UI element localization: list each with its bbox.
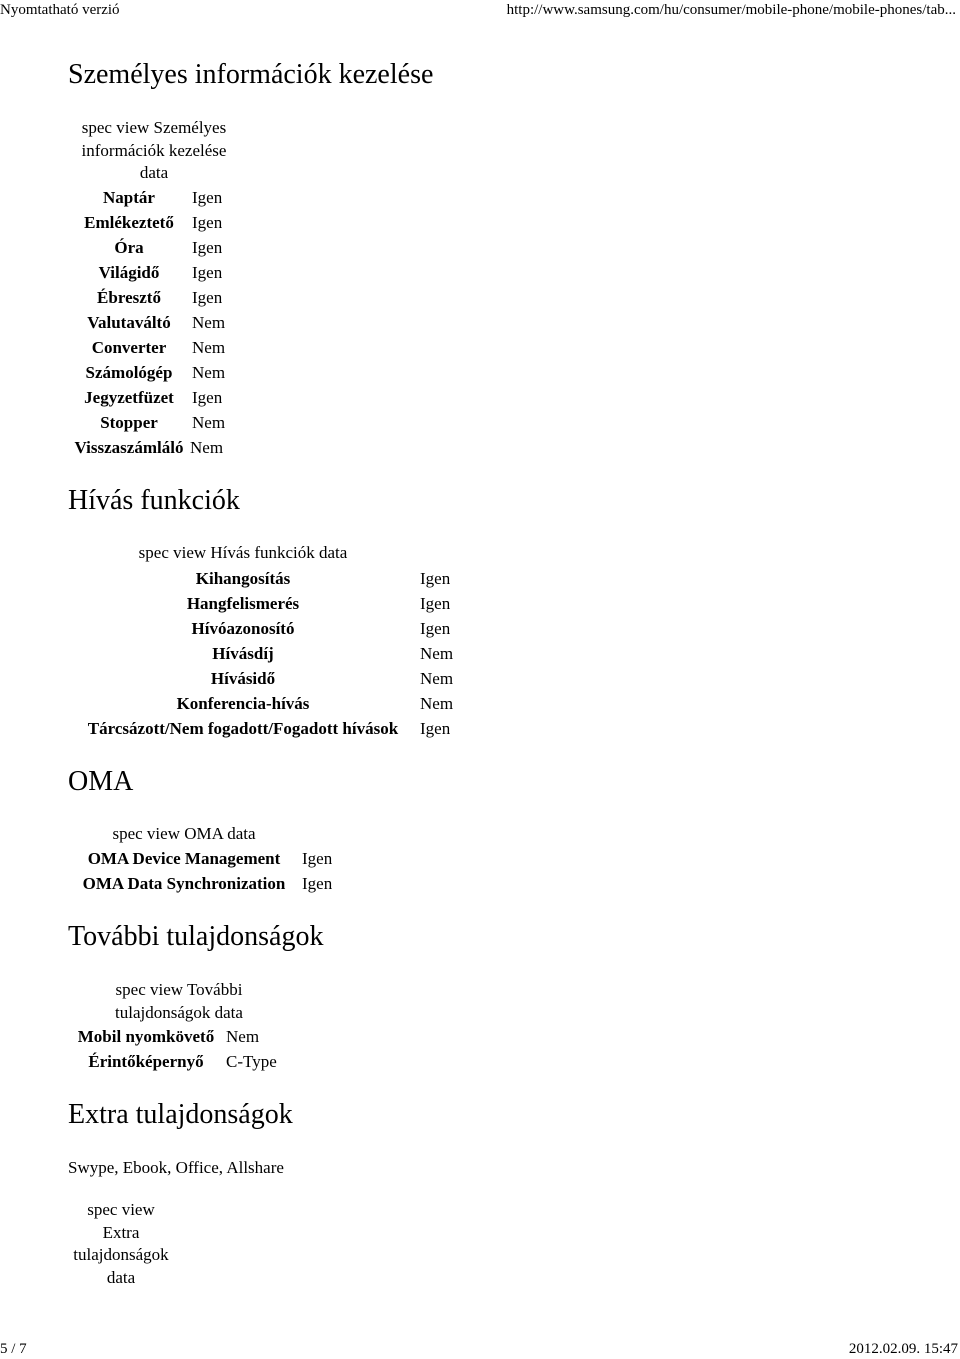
table-row: Valutaváltó Nem xyxy=(87,313,226,332)
section-title-personal: Személyes információk kezelése xyxy=(68,59,434,90)
table-row: Converter Nem xyxy=(91,338,226,357)
table-row: Világidő Igen xyxy=(98,263,223,282)
table-row: Számológép Nem xyxy=(85,363,226,382)
table-caption-extra: spec view Extra tulajdonságok data xyxy=(73,1200,169,1287)
table-caption-personal: spec view Személyes információk kezelése data xyxy=(81,118,227,182)
table-row: Hangfelismerés Igen xyxy=(186,594,451,613)
table-row: Stopper Nem xyxy=(100,413,226,432)
table-row: Hívásdíj Nem xyxy=(212,644,454,663)
table-row: Jegyzetfüzet Igen xyxy=(84,388,223,407)
table-row: Naptár Igen xyxy=(103,188,223,207)
section-title-oma: OMA xyxy=(68,766,134,797)
table-row: Emlékeztető Igen xyxy=(84,213,223,232)
table-row: OMA Device Management Igen xyxy=(87,849,333,868)
table-row: Konferencia-hívás Nem xyxy=(176,694,454,713)
section-title-extra: Extra tulajdonságok xyxy=(68,1099,293,1130)
table-row: Mobil nyomkövető Nem xyxy=(77,1027,260,1046)
table-caption-oma: spec view OMA data xyxy=(112,824,256,843)
table-row: Hívóazonosító Igen xyxy=(191,619,451,638)
source-url[interactable]: http://www.samsung.com/hu/consumer/mobile-phone/mobile-phones/tab... xyxy=(506,2,956,18)
table-row: Érintőképernyő C-Type xyxy=(88,1052,277,1071)
page-number: 5 / 7 xyxy=(0,1341,27,1357)
table-row: Ébresztő Igen xyxy=(97,288,223,307)
table-row: Kihangosítás Igen xyxy=(195,569,451,588)
table-row: Óra Igen xyxy=(114,238,223,257)
table-row: OMA Data Synchronization Igen xyxy=(82,874,333,893)
section-title-more: További tulajdonságok xyxy=(68,921,324,952)
table-row: Hívásidő Nem xyxy=(210,669,454,688)
print-version-label: Nyomtatható verzió xyxy=(0,2,120,18)
table-caption-more: spec view További tulajdonságok data xyxy=(115,980,243,1022)
table-row: Tárcsázott/Nem fogadott/Fogadott hívások Igen xyxy=(87,719,451,738)
table-caption-calls: spec view Hívás funkciók data xyxy=(138,543,348,562)
section-title-calls: Hívás funkciók xyxy=(68,485,240,516)
extra-features-text: Swype, Ebook, Office, Allshare xyxy=(68,1158,284,1177)
print-timestamp: 2012.02.09. 15:47 xyxy=(848,1341,958,1357)
table-row: Visszaszámláló Nem xyxy=(74,438,224,457)
